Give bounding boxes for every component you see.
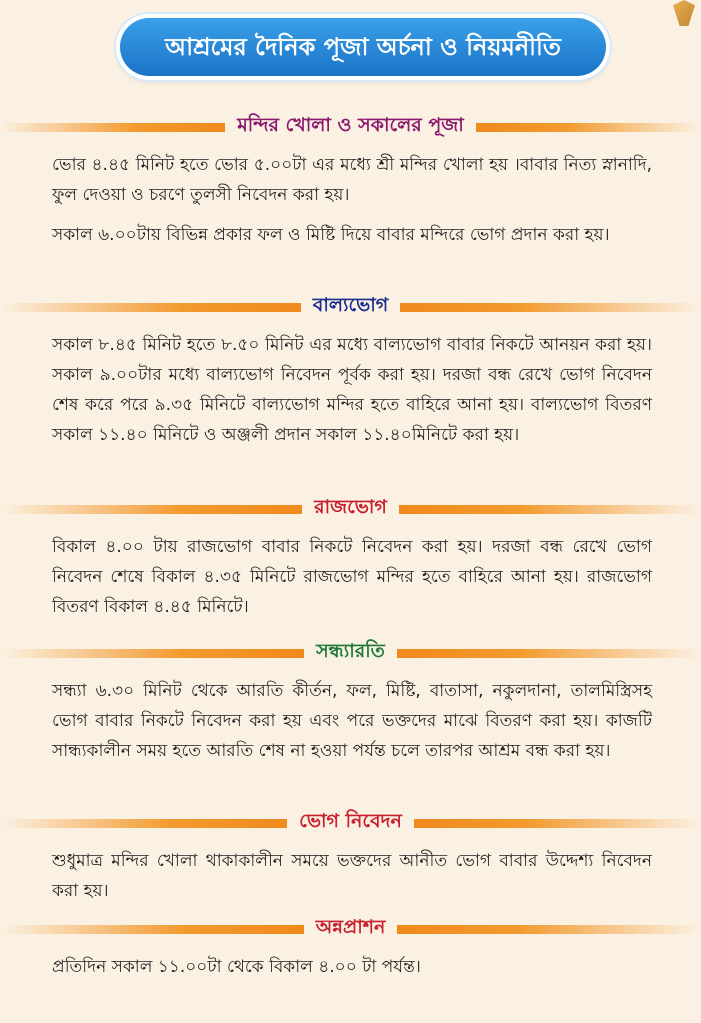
heading-divider-right xyxy=(414,819,701,828)
section-balyabhog xyxy=(0,294,701,450)
section-heading-row xyxy=(0,640,701,666)
heading-divider-right xyxy=(400,303,701,312)
section-heading: অন্নপ্রাশন xyxy=(304,913,398,945)
page-title: আশ্রমের দৈনিক পূজা অর্চনা ও নিয়মনীতি xyxy=(120,18,606,76)
section-heading: বাল্যভোগ xyxy=(301,291,401,323)
section-paragraph: সকাল ৬.০০টায় বিভিন্ন প্রকার ফল ও মিষ্টি দিয়ে বাবার মন্দিরে ভোগ প্রদান করা হয়। xyxy=(52,225,610,245)
section-paragraph: বিকাল ৪.০০ টায় রাজভোগ বাবার নিকটে নিবেদন করা হয়। দরজা বন্ধ রেখে ভোগ নিবেদন শেষে বিকাল ৪.৩৫ মিনিটে রাজভোগ মন্দির হতে বাহিরে আনা হয়। রাজভোগ বিতরণ বিকাল ৪.৪৫ মিনিটে। xyxy=(52,537,652,617)
heading-divider-left xyxy=(0,303,301,312)
section-heading: ভোগ নিবেদন xyxy=(287,807,414,839)
section-temple-opening xyxy=(0,114,701,250)
section-annaprashan xyxy=(0,916,701,982)
section-heading-row xyxy=(0,294,701,320)
section-bhog-nibedan xyxy=(0,810,701,906)
section-heading: মন্দির খোলা ও সকালের পূজা xyxy=(225,111,476,143)
decorative-leaf-icon xyxy=(673,0,695,26)
section-paragraph: প্রতিদিন সকাল ১১.০০টা থেকে বিকাল ৪.০০ টা পর্যন্ত। xyxy=(52,957,421,977)
heading-divider-right xyxy=(476,123,701,132)
section-rajbhog xyxy=(0,496,701,622)
section-heading-row xyxy=(0,114,701,140)
section-sandhyarati xyxy=(0,640,701,766)
section-paragraph: সকাল ৮.৪৫ মিনিট হতে ৮.৫০ মিনিট এর মধ্যে বাল্যভোগ বাবার নিকটে আনয়ন করা হয়। সকাল ৯.০০টার মধ্যে বাল্যভোগ নিবেদন পূর্বক করা হয়। দরজা বন্ধ রেখে ভোগ নিবেদন শেষ করে পরে ৯.৩৫ মিনিটে বাল্যভোগ মন্দির হতে বাহিরে আনা হয়। বাল্যভোগ বিতরণ সকাল ১১.৪০ মিনিটে ও অঞ্জলী প্রদান সকাল ১১.৪০মিনিটে করা হয়। xyxy=(52,335,652,445)
heading-divider-right xyxy=(397,649,701,658)
heading-divider-left xyxy=(0,505,302,514)
section-paragraph: শুধুমাত্র মন্দির খোলা থাকাকালীন সময়ে ভক্তদের আনীত ভোগ বাবার উদ্দেশ্য নিবেদন করা হয়। xyxy=(52,851,652,901)
section-heading-row xyxy=(0,916,701,942)
heading-divider-left xyxy=(0,123,225,132)
heading-divider-right xyxy=(397,925,701,934)
section-paragraph: ভোর ৪.৪৫ মিনিট হতে ভোর ৫.০০টা এর মধ্যে শ্রী মন্দির খোলা হয় ।বাবার নিত্য স্নানাদি, ফুল দেওয়া ও চরণে তুলসী নিবেদন করা হয়। xyxy=(52,155,652,205)
heading-divider-right xyxy=(399,505,701,514)
section-heading: সন্ধ্যারতি xyxy=(304,637,397,669)
section-heading-row xyxy=(0,810,701,836)
heading-divider-left xyxy=(0,925,304,934)
section-heading: রাজভোগ xyxy=(302,493,399,525)
heading-divider-left xyxy=(0,819,287,828)
section-heading-row xyxy=(0,496,701,522)
section-paragraph: সন্ধ্যা ৬.৩০ মিনিট থেকে আরতি কীর্তন, ফল, মিষ্টি, বাতাসা, নকুলদানা, তালমিস্ত্রিসহ ভোগ বাবার নিকটে নিবেদন করা হয় এবং পরে ভক্তদের মাঝে বিতরণ করা হয়। কাজটি সান্ধ্যকালীন সময় হতে আরতি শেষ না হওয়া পর্যন্ত চলে তারপর আশ্রম বন্ধ করা হয়। xyxy=(52,681,652,761)
heading-divider-left xyxy=(0,649,304,658)
